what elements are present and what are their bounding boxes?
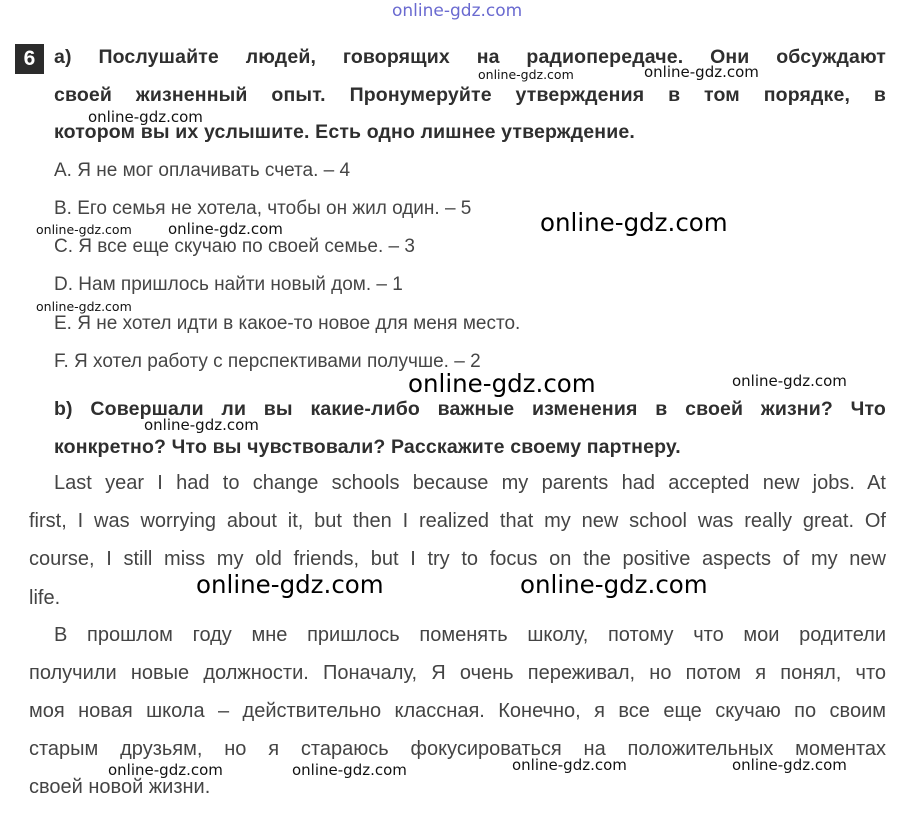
watermark: online-gdz.com	[644, 63, 759, 81]
english-paragraph-line-1: Last year I had to change schools because my parents had accepted new jobs. At	[54, 472, 886, 494]
part-a-line-1: a) Послушайте людей, говорящих на радиопередаче. Они обсуждают	[54, 46, 886, 68]
russian-paragraph-line-5: своей новой жизни.	[29, 776, 211, 798]
option-b: B. Его семья не хотела, чтобы он жил один. – 5	[54, 198, 472, 219]
watermark: online-gdz.com	[732, 756, 847, 774]
english-paragraph-line-3: course, I still miss my old friends, but I try to focus on the positive aspects of my new	[29, 548, 886, 570]
exercise-number-badge: 6	[15, 44, 44, 74]
english-paragraph-line-4: life.	[29, 587, 61, 609]
watermark: online-gdz.com	[540, 208, 728, 237]
option-e: E. Я не хотел идти в какое-то новое для меня место.	[54, 313, 521, 334]
watermark: online-gdz.com	[520, 570, 708, 599]
watermark-top: online-gdz.com	[392, 1, 523, 21]
watermark: online-gdz.com	[108, 761, 223, 779]
english-paragraph-line-2: first, I was worrying about it, but then I realized that my new school was really great. Of	[29, 510, 886, 532]
watermark: online-gdz.com	[196, 570, 384, 599]
watermark: online-gdz.com	[88, 108, 203, 126]
watermark: online-gdz.com	[144, 416, 259, 434]
watermark: online-gdz.com	[292, 761, 407, 779]
option-d: D. Нам пришлось найти новый дом. – 1	[54, 274, 403, 295]
part-a-line-3: котором вы их услышите. Есть одно лишнее утверждение.	[54, 121, 635, 143]
watermark: online-gdz.com	[36, 299, 132, 314]
part-b-line-2: конкретно? Что вы чувствовали? Расскажите своему партнеру.	[54, 436, 681, 458]
option-c: C. Я все еще скучаю по своей семье. – 3	[54, 236, 415, 257]
watermark: online-gdz.com	[732, 372, 847, 390]
watermark: online-gdz.com	[36, 222, 132, 237]
part-a-line-2: своей жизненный опыт. Пронумеруйте утверждения в том порядке, в	[54, 84, 886, 106]
part-b-line-1: b) Совершали ли вы какие-либо важные изменения в своей жизни? Что	[54, 398, 886, 420]
russian-paragraph-line-3: моя новая школа – действительно классная. Конечно, я все еще скучаю по своим	[29, 700, 886, 722]
watermark: online-gdz.com	[478, 67, 574, 82]
russian-paragraph-line-2: получили новые должности. Поначалу, Я очень переживал, но потом я понял, что	[29, 662, 886, 684]
watermark: online-gdz.com	[512, 756, 627, 774]
option-a: A. Я не мог оплачивать счета. – 4	[54, 160, 351, 181]
watermark: online-gdz.com	[408, 369, 596, 398]
option-f: F. Я хотел работу с перспективами получше. – 2	[54, 351, 481, 372]
russian-paragraph-line-1: В прошлом году мне пришлось поменять школу, потому что мои родители	[54, 624, 886, 646]
watermark: online-gdz.com	[168, 220, 283, 238]
russian-paragraph-line-4: старым друзьям, но я стараюсь фокусироваться на положительных моментах	[29, 738, 886, 760]
